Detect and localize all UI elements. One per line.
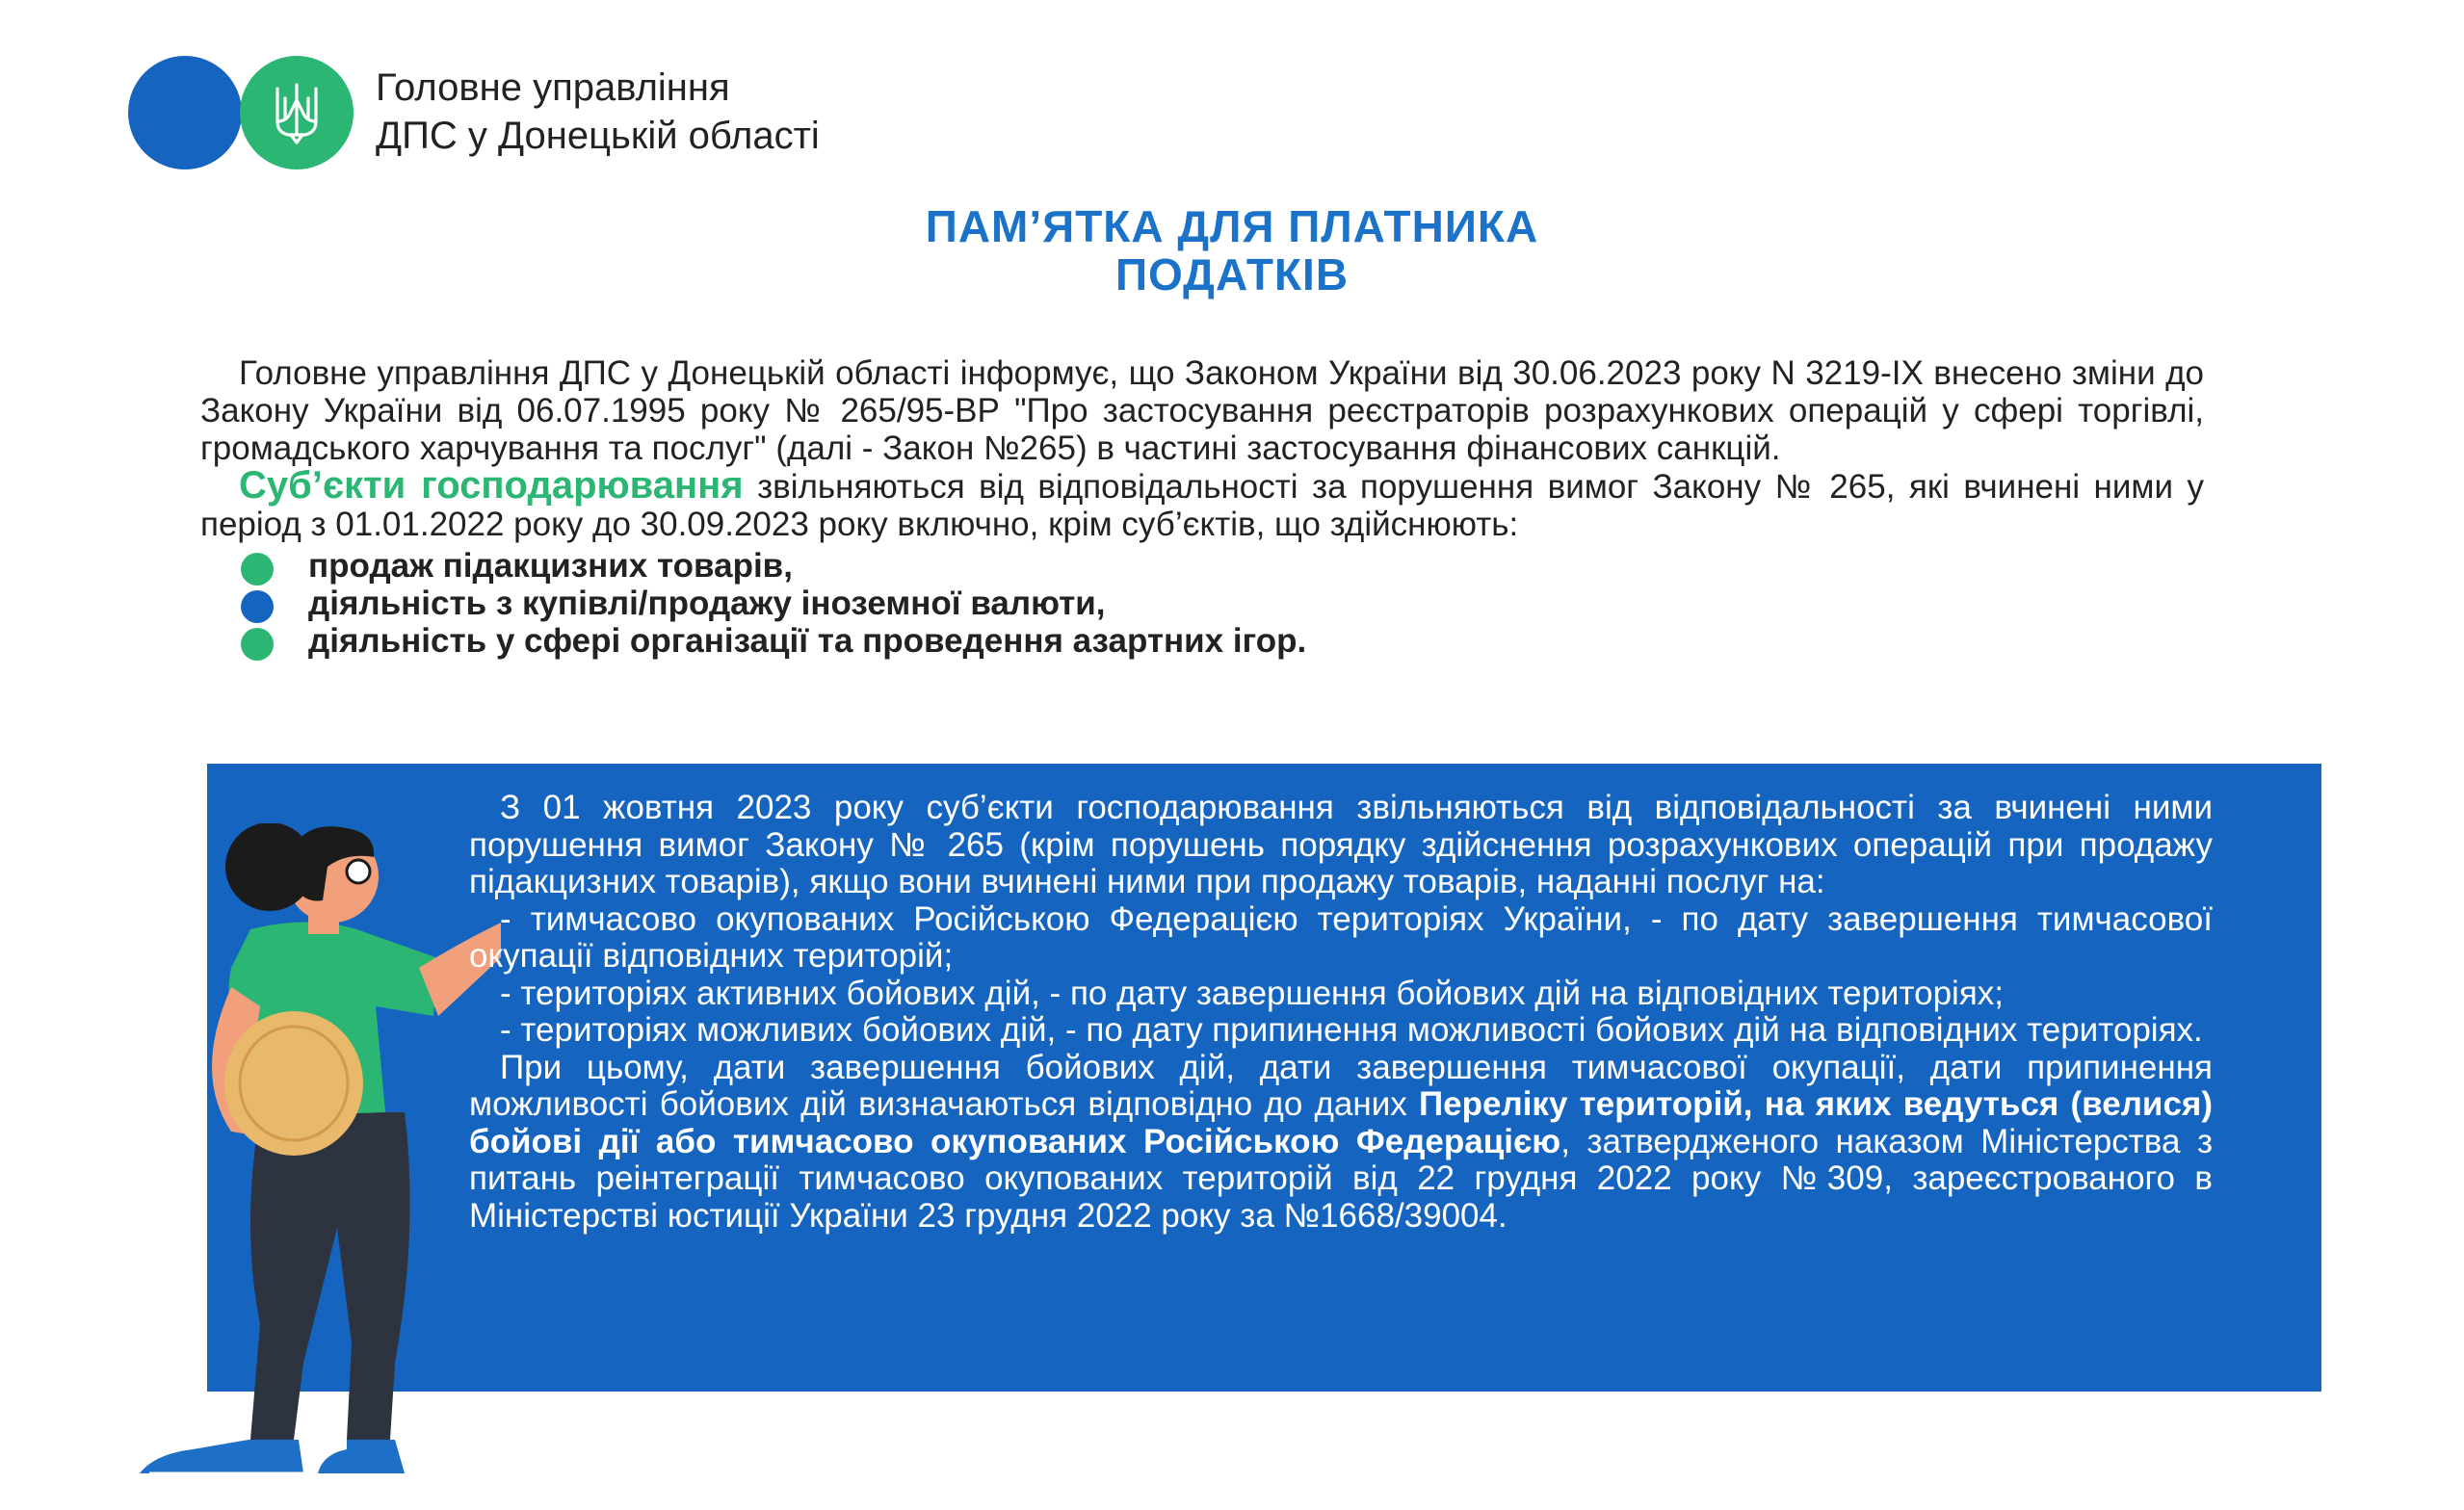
panel-paragraph-2-start: При цьому, дати завершення бойових дій, дати завершення тимчасової окупації, дати припинення можливості бойових дій визначаються відповідно до даних	[469, 1048, 2213, 1123]
list-item-text: діяльність у сфері організації та проведення азартних ігор.	[308, 622, 1307, 660]
list-item	[200, 547, 2204, 585]
list-item-text: продаж підакцизних товарів,	[308, 547, 793, 585]
list-item	[200, 585, 2204, 622]
dps-logo	[128, 56, 359, 169]
page-title	[0, 202, 2464, 299]
panel-item-2: - територіях активних бойових дій, - по дату завершення бойових дій на відповідних територіях;	[500, 974, 2005, 1012]
panel-paragraph-2-end: , затвердженого наказом Міністерства з питань реінтеграції тимчасово окупованих територій від 22 грудня 2022 року №309, зареєстрованого в Міністерстві юстиції України 23 грудня 2022 року за №1668/39004.	[469, 1122, 2214, 1235]
intro-paragraph-2	[200, 464, 2204, 543]
green-bullet-icon	[241, 553, 274, 586]
panel-paragraph-1: З 01 жовтня 2023 року суб’єкти господарювання звільняються від відповідальності за вчинені ними порушення вимог Закону № 265 (крім порушень порядку здійснення розрахункових операцій при продажу підакцизних товарів), якщо вони вчинені ними при продажу товарів, наданні послуг на:	[469, 789, 2213, 900]
woman-pointing-icon	[116, 823, 501, 1507]
green-bullet-icon	[241, 628, 274, 661]
territories-list-reference: Переліку територій, на яких ведуться (велися) бойові дії або тимчасово окупованих Російською Федерацією	[469, 1085, 2213, 1160]
intro-section	[200, 354, 2204, 660]
subjects-highlight: Суб’єкти господарювання	[239, 464, 744, 507]
panel-item-3: - територіях можливих бойових дій, - по дату припинення можливості бойових дій на відповідних територіях.	[500, 1011, 2203, 1049]
exceptions-list	[200, 547, 2204, 660]
trident-icon	[266, 79, 328, 146]
panel-paragraph-2	[469, 1050, 2213, 1236]
intro-paragraph-2-text: звільняються від відповідальності за порушення вимог Закону № 265, які вчинені ними у період з 01.01.2022 року до 30.09.2023 року включно, крім суб’єктів, що здійснюють:	[200, 468, 2204, 543]
panel-item-1: - тимчасово окупованих Російською Федерацією територіях України, - по дату завершення тимчасової окупації відповідних територій;	[469, 899, 2213, 975]
title-line-2: ПОДАТКІВ	[1114, 249, 1350, 299]
org-line-1: Головне управління	[376, 66, 730, 109]
blue-bullet-icon	[241, 590, 274, 623]
intro-paragraph-1: Головне управління ДПС у Донецькій області інформує, що Законом України від 30.06.2023 року N 3219-IX внесено зміни до Закону України від 06.07.1995 року № 265/95-ВР "Про застосування реєстраторів розрахункових операцій у сфері торгівлі, громадського харчування та послуг" (далі - Закон №265) в частині застосування фінансових санкцій.	[200, 354, 2204, 467]
org-line-2: ДПС у Донецькій області	[376, 115, 820, 157]
list-item-text: діяльність з купівлі/продажу іноземної валюти,	[308, 585, 1106, 622]
organization-name	[376, 64, 820, 160]
title-line-1: ПАМ’ЯТКА ДЛЯ ПЛАТНИКА	[925, 201, 1539, 251]
logo-blue-circle	[128, 56, 242, 169]
list-item	[200, 622, 2204, 660]
panel-text	[469, 790, 2213, 1235]
